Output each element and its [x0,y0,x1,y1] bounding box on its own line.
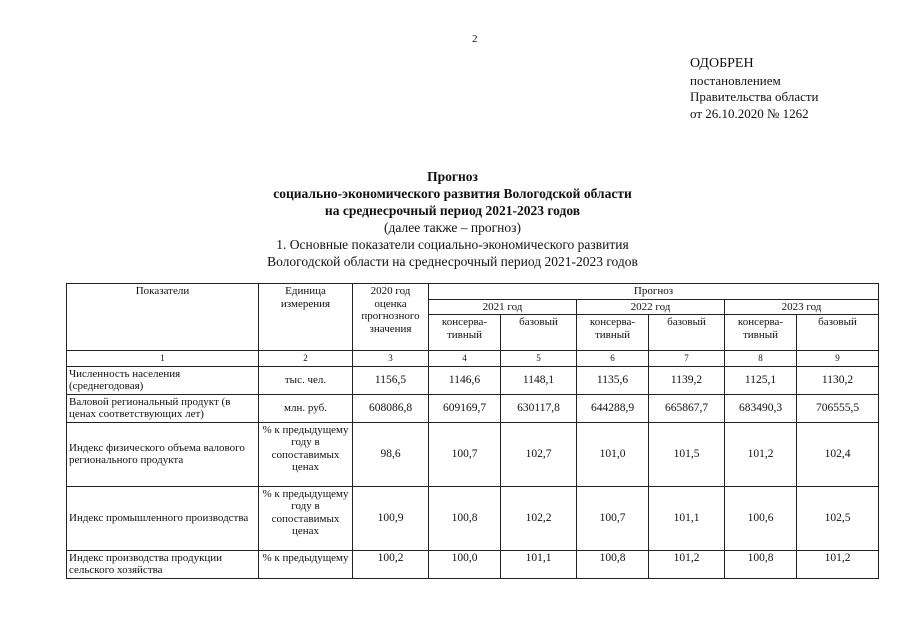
value-cell: 102,4 [797,422,879,486]
header-estimate-2020: 2020 год оценка прогнозного значения [353,284,429,351]
value-cell: 706555,5 [797,394,879,422]
column-number: 7 [649,351,725,367]
column-number: 6 [577,351,649,367]
section-title-cont: Вологодской области на среднесрочный период 2021-2023 годов [267,254,638,269]
table-row [67,486,879,550]
header-conservative: консерва-тивный [577,315,649,351]
header-conservative: консерва-тивный [725,315,797,351]
header-indicators: Показатели [67,284,259,351]
value-cell: 101,2 [649,550,725,578]
forecast-table [66,283,879,579]
approval-line: Правительства области [690,89,819,104]
value-cell: 1125,1 [725,366,797,394]
header-year-2023: 2023 год [725,299,879,315]
column-number: 1 [67,351,259,367]
value-cell: 100,8 [725,550,797,578]
value-cell: 100,9 [353,486,429,550]
value-cell: 100,8 [577,550,649,578]
value-cell: 102,7 [501,422,577,486]
value-cell: 644288,9 [577,394,649,422]
value-cell: 630117,8 [501,394,577,422]
indicator-name: Индекс промышленного производства [67,486,259,550]
value-cell: 98,6 [353,422,429,486]
header-unit: Единица измерения [259,284,353,351]
value-cell: 1135,6 [577,366,649,394]
header-year-2021: 2021 год [429,299,577,315]
approval-title: ОДОБРЕН [690,56,754,71]
indicator-name: Индекс производства продукции сельского хозяйства [67,550,259,578]
column-number: 8 [725,351,797,367]
column-number: 2 [259,351,353,367]
indicator-name: Валовой региональный продукт (в ценах соответствующих лет) [67,394,259,422]
value-cell: 101,0 [577,422,649,486]
value-cell: 101,1 [649,486,725,550]
heading-note: (далее также – прогноз) [384,220,521,235]
approval-line: постановлением [690,72,781,88]
indicator-name: Численность населения (среднегодовая) [67,366,259,394]
header-year-2022: 2022 год [577,299,725,315]
document-heading [0,168,905,270]
column-number: 9 [797,351,879,367]
value-cell: 100,7 [577,486,649,550]
table-row [67,366,879,394]
value-cell: 100,7 [429,422,501,486]
value-cell: 608086,8 [353,394,429,422]
column-number: 3 [353,351,429,367]
value-cell: 102,5 [797,486,879,550]
table-row [67,394,879,422]
value-cell: 609169,7 [429,394,501,422]
value-cell: 1130,2 [797,366,879,394]
table-row [67,422,879,486]
heading-subtitle: социально-экономического развития Вологодской области [273,186,632,201]
value-cell: 101,2 [725,422,797,486]
indicator-unit: % к предыдущему году в сопоставимых ценах [259,422,353,486]
indicator-unit: % к предыдущему [259,550,353,578]
header-forecast: Прогноз [429,284,879,300]
value-cell: 101,5 [649,422,725,486]
value-cell: 1146,6 [429,366,501,394]
column-number: 4 [429,351,501,367]
value-cell: 101,2 [797,550,879,578]
header-conservative: консерва-тивный [429,315,501,351]
value-cell: 683490,3 [725,394,797,422]
table-row [67,550,879,578]
indicator-unit: млн. руб. [259,394,353,422]
value-cell: 100,0 [429,550,501,578]
indicator-unit: % к предыдущему году в сопоставимых ценах [259,486,353,550]
section-title: 1. Основные показатели социально-экономического развития [276,237,629,252]
header-base: базовый [797,315,879,351]
approval-stamp [690,56,819,122]
column-number: 5 [501,351,577,367]
value-cell: 1139,2 [649,366,725,394]
header-base: базовый [501,315,577,351]
value-cell: 1156,5 [353,366,429,394]
header-base: базовый [649,315,725,351]
indicator-unit: тыс. чел. [259,366,353,394]
value-cell: 100,6 [725,486,797,550]
page-number: 2 [472,33,478,45]
heading-title: Прогноз [427,169,478,184]
value-cell: 1148,1 [501,366,577,394]
value-cell: 100,2 [353,550,429,578]
value-cell: 102,2 [501,486,577,550]
approval-line: от 26.10.2020 № 1262 [690,105,809,121]
value-cell: 101,1 [501,550,577,578]
value-cell: 665867,7 [649,394,725,422]
indicator-name: Индекс физического объема валового регионального продукта [67,422,259,486]
heading-period: на среднесрочный период 2021-2023 годов [324,203,581,218]
value-cell: 100,8 [429,486,501,550]
